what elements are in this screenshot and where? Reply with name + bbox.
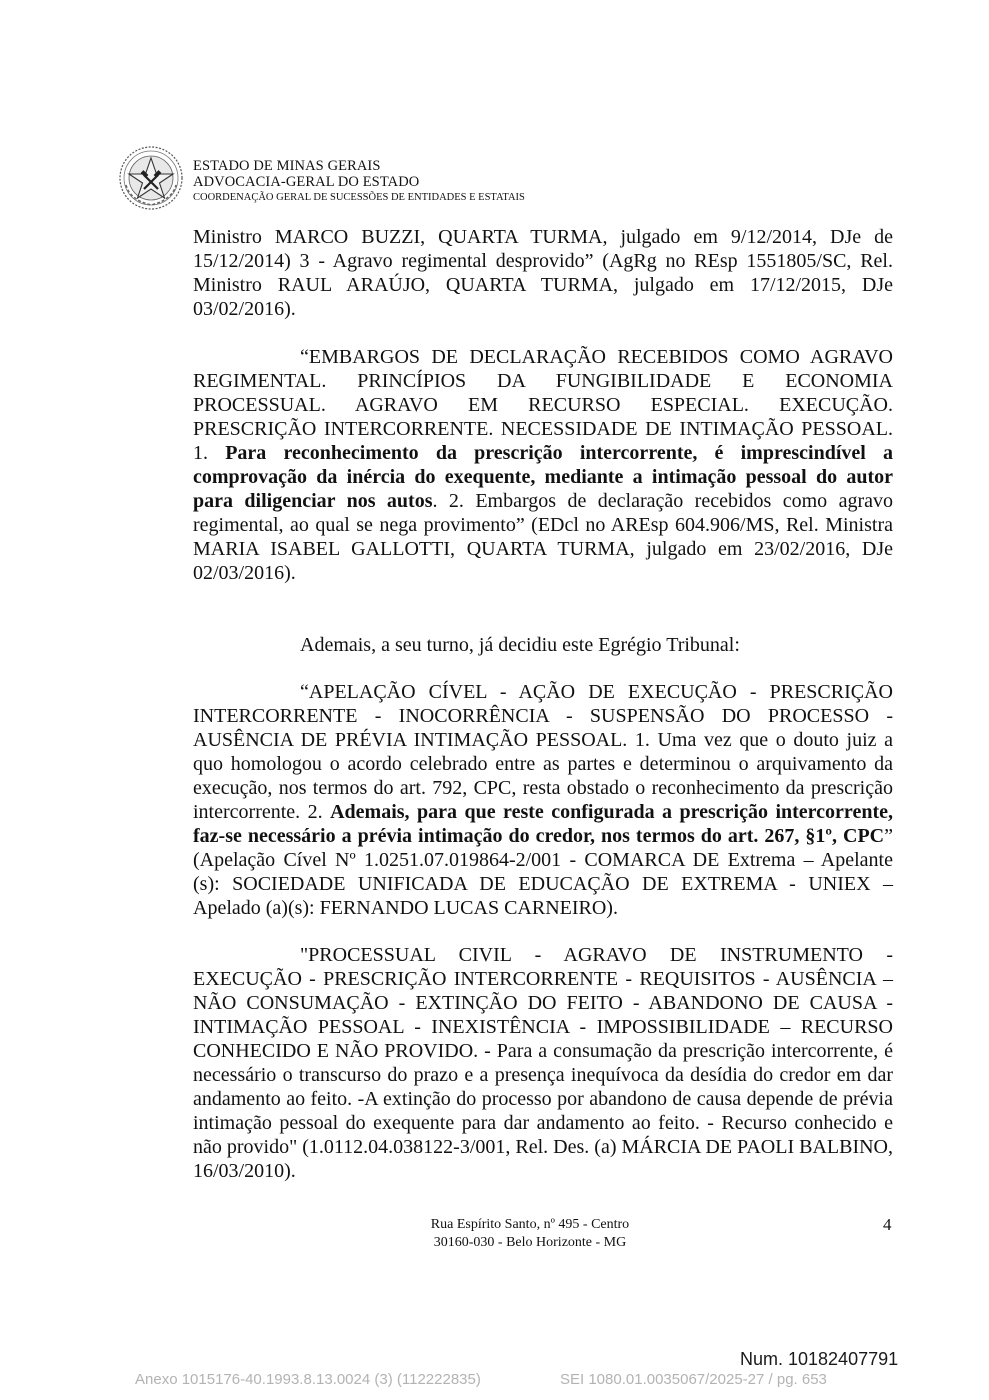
document-body — [193, 225, 893, 1183]
paragraph-4-text-b: ” (Apelação Cível Nº 1.0251.07.019864-2/001 - COMARCA DE Extrema – Apelante (s): SOCIEDADE UNIFICADA DE EDUCAÇÃO DE EXTREMA - UNIEX – Apelado (a)(s): FERNANDO LUCAS CARNEIRO). — [193, 825, 893, 919]
paragraph-2-quote — [193, 345, 893, 585]
paragraph-2-text-b: . 2. Embargos de declaração recebidos como agravo regimental, ao qual se nega provimento” (EDcl no AREsp 604.906/MS, Rel. Ministra MARIA ISABEL GALLOTTI, QUARTA TURMA, julgado em 23/02/2016, DJe 02/03/2016). — [193, 490, 893, 584]
footer-address — [390, 1216, 670, 1252]
header-state: ESTADO DE MINAS GERAIS — [193, 158, 381, 174]
sei-stamp: SEI 1080.01.0035067/2025-27 / pg. 653 — [560, 1371, 827, 1388]
header-department: COORDENAÇÃO GERAL DE SUCESSÕES DE ENTIDADES E ESTATAIS — [193, 192, 525, 203]
page-number: 4 — [883, 1215, 892, 1234]
header-organization — [193, 158, 525, 206]
annex-stamp: Anexo 1015176-40.1993.8.13.0024 (3) (112222835) — [135, 1371, 481, 1388]
paragraph-2-text-a: “EMBARGOS DE DECLARAÇÃO RECEBIDOS COMO AGRAVO REGIMENTAL. PRINCÍPIOS DA FUNGIBILIDADE E ECONOMIA PROCESSUAL. AGRAVO EM RECURSO ESPECIAL. EXECUÇÃO. PRESCRIÇÃO INTERCORRENTE. NECESSIDADE DE INTIMAÇÃO PESSOAL. 1. — [193, 346, 893, 464]
paragraph-2-bold: Para reconhecimento da prescrição intercorrente, é imprescindível a comprovação da inércia do exequente, mediante a intimação pessoal do autor para diligenciar nos autos — [193, 442, 894, 512]
paragraph-4-text-a: “APELAÇÃO CÍVEL - AÇÃO DE EXECUÇÃO - PRESCRIÇÃO INTERCORRENTE - INOCORRÊNCIA - SUSPENSÃO DO PROCESSO - AUSÊNCIA DE PRÉVIA INTIMAÇÃO PESSOAL. 1. Uma vez que o douto juiz a quo homologou o acordo celebrado entre as partes e determinou o arquivamento da execução, nos termos do art. 792, CPC, resta obstado o reconhecimento da prescrição intercorrente. 2. — [193, 681, 893, 823]
paragraph-4-bold: Ademais, para que reste configurada a prescrição intercorrente, faz-se necessário a prévia intimação do credor, nos termos do art. 267, §1º, CPC — [193, 801, 893, 847]
paragraph-5-quote: "PROCESSUAL CIVIL - AGRAVO DE INSTRUMENTO - EXECUÇÃO - PRESCRIÇÃO INTERCORRENTE - REQUISITOS - AUSÊNCIA – NÃO CONSUMAÇÃO - EXTINÇÃO DO FEITO - ABANDONO DE CAUSA - INTIMAÇÃO PESSOAL - INEXISTÊNCIA - IMPOSSIBILIDADE – RECURSO CONHECIDO E NÃO PROVIDO. - Para a consumação da prescrição intercorrente, é necessário o transcurso do prazo e a presença inequívoca da desídia do credor em dar andamento ao feito. -A extinção do processo por abandono de causa depende de prévia intimação pessoal do exequente para dar andamento ao feito. - Recurso conhecido e não provido" (1.0112.04.038122-3/001, Rel. Des. (a) MÁRCIA DE PAOLI BALBINO, 16/03/2010). — [193, 944, 893, 1182]
document-number-id: Num. 10182407791 — [740, 1349, 899, 1369]
footer-address-line-2: 30160-030 - Belo Horizonte - MG — [433, 1235, 627, 1250]
footer-address-line-1: Rua Espírito Santo, nº 495 - Centro — [430, 1217, 630, 1232]
header-agency: ADVOCACIA-GERAL DO ESTADO — [193, 174, 420, 190]
paragraph-1: Ministro MARCO BUZZI, QUARTA TURMA, julgado em 9/12/2014, DJe de 15/12/2014) 3 - Agravo regimental desprovido” (AgRg no REsp 1551805/SC, Rel. Ministro RAUL ARAÚJO, QUARTA TURMA, julgado em 17/12/2015, DJe 03/02/2016). — [193, 226, 893, 320]
minas-gerais-coat-of-arms-icon — [118, 145, 184, 211]
paragraph-3: Ademais, a seu turno, já decidiu este Egrégio Tribunal: — [300, 634, 740, 656]
paragraph-4-quote — [193, 680, 893, 920]
